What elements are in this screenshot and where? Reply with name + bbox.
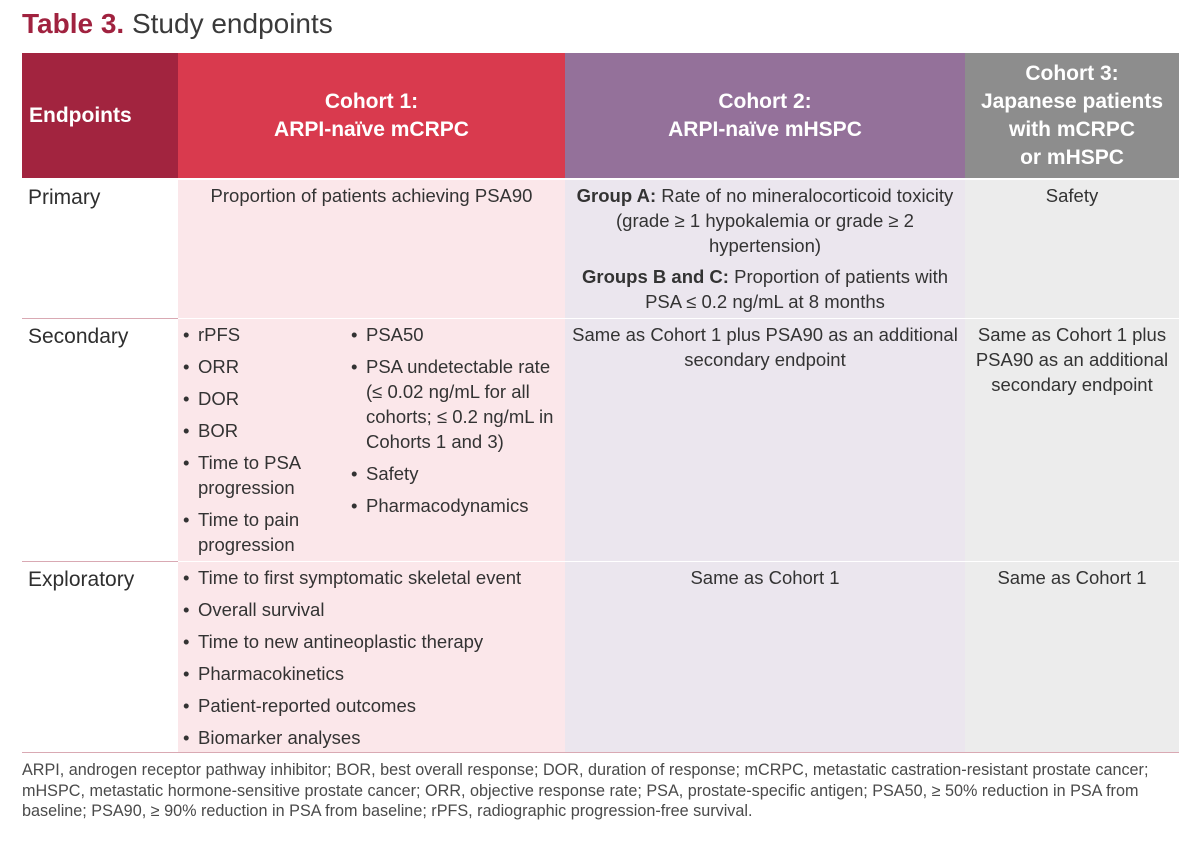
group-a-text: Rate of no mineralocorticoid toxicity (grade ≥ 1 hypokalemia or grade ≥ 2 hypertension) [616,185,954,256]
group-a-label: Group A: [576,185,657,206]
primary-cohort-2 [565,180,965,318]
bullet-item: • Overall survival [178,597,565,622]
header-cohort-3-label: Cohort 3: Japanese patients with mCRPC or mHSPC [980,61,1164,169]
exploratory-cohort-3-text: Same as Cohort 1 [997,567,1147,588]
exploratory-list [178,562,565,750]
secondary-columns [178,319,565,564]
group-a-paragraph [571,183,959,258]
bullet-item: • PSA undetectable rate (≤ 0.02 ng/mL for all cohorts; ≤ 0.2 ng/mL in Cohorts 1 and 3) [346,354,561,454]
table-caption: Study endpoints [131,8,333,39]
secondary-list-a [178,322,346,564]
secondary-cohort-2 [565,318,965,561]
exploratory-cohort-2-text: Same as Cohort 1 [690,567,840,588]
row-label-exploratory: Exploratory [22,561,178,753]
secondary-cohort-2-text: Same as Cohort 1 plus PSA90 as an additional secondary endpoint [572,324,958,370]
bullet-item: • BOR [178,418,346,443]
endpoints-table [22,53,1179,753]
header-endpoints [22,53,178,180]
bullet-item: • Time to pain progression [178,507,346,557]
header-cohort-1-label: Cohort 1: ARPI-naïve mCRPC [274,89,469,141]
exploratory-cohort-2 [565,561,965,753]
footnote: ARPI, androgen receptor pathway inhibitor; BOR, best overall response; DOR, duration of response; mCRPC, metastatic castration-resistant prostate cancer; mHSPC, metastatic hormone-sensitive prostate cancer; ORR, objective response rate; PSA, prostate-specific antigen; PSA50, ≥ 50% reduction in PSA from baseline; PSA90, ≥ 90% reduction in PSA from baseline; rPFS, radiographic progression-free survival. [22,761,1149,820]
secondary-cohort-3-text: Same as Cohort 1 plus PSA90 as an additional secondary endpoint [975,324,1169,395]
bullet-item: • Pharmacokinetics [178,661,565,686]
primary-cohort-3-text: Safety [1045,185,1099,206]
header-cohort-2-label: Cohort 2: ARPI-naïve mHSPC [668,89,862,141]
bullet-item: • ORR [178,354,346,379]
exploratory-cohort-1 [178,561,565,753]
bullet-item: • Time to PSA progression [178,450,346,500]
bullet-item: • Pharmacodynamics [346,493,561,518]
table-number: Table 3. [22,8,125,39]
header-endpoints-label: Endpoints [29,103,132,127]
bullet-item: • Time to new antineoplastic therapy [178,629,565,654]
secondary-cohort-1 [178,318,565,561]
bullet-item: • Patient-reported outcomes [178,693,565,718]
groups-bc-paragraph [571,264,959,314]
exploratory-cohort-3 [965,561,1179,753]
secondary-cohort-3 [965,318,1179,561]
row-label-secondary: Secondary [22,318,178,561]
row-label-primary: Primary [22,180,178,318]
header-cohort-3 [965,53,1179,180]
bullet-item: • rPFS [178,322,346,347]
primary-cohort-3 [965,180,1179,318]
bullet-item: • DOR [178,386,346,411]
primary-cohort-1-text: Proportion of patients achieving PSA90 [210,185,533,206]
groups-bc-label: Groups B and C: [581,266,729,287]
secondary-list-b [346,322,561,564]
header-cohort-1 [178,53,565,180]
table-title [22,6,333,42]
primary-cohort-1 [178,180,565,318]
bullet-item: • PSA50 [346,322,561,347]
bullet-item: • Safety [346,461,561,486]
bullet-item: • Time to first symptomatic skeletal event [178,565,565,590]
header-cohort-2 [565,53,965,180]
groups-bc-text: Proportion of patients with PSA ≤ 0.2 ng/mL at 8 months [645,266,949,312]
bullet-item: • Biomarker analyses [178,725,565,750]
